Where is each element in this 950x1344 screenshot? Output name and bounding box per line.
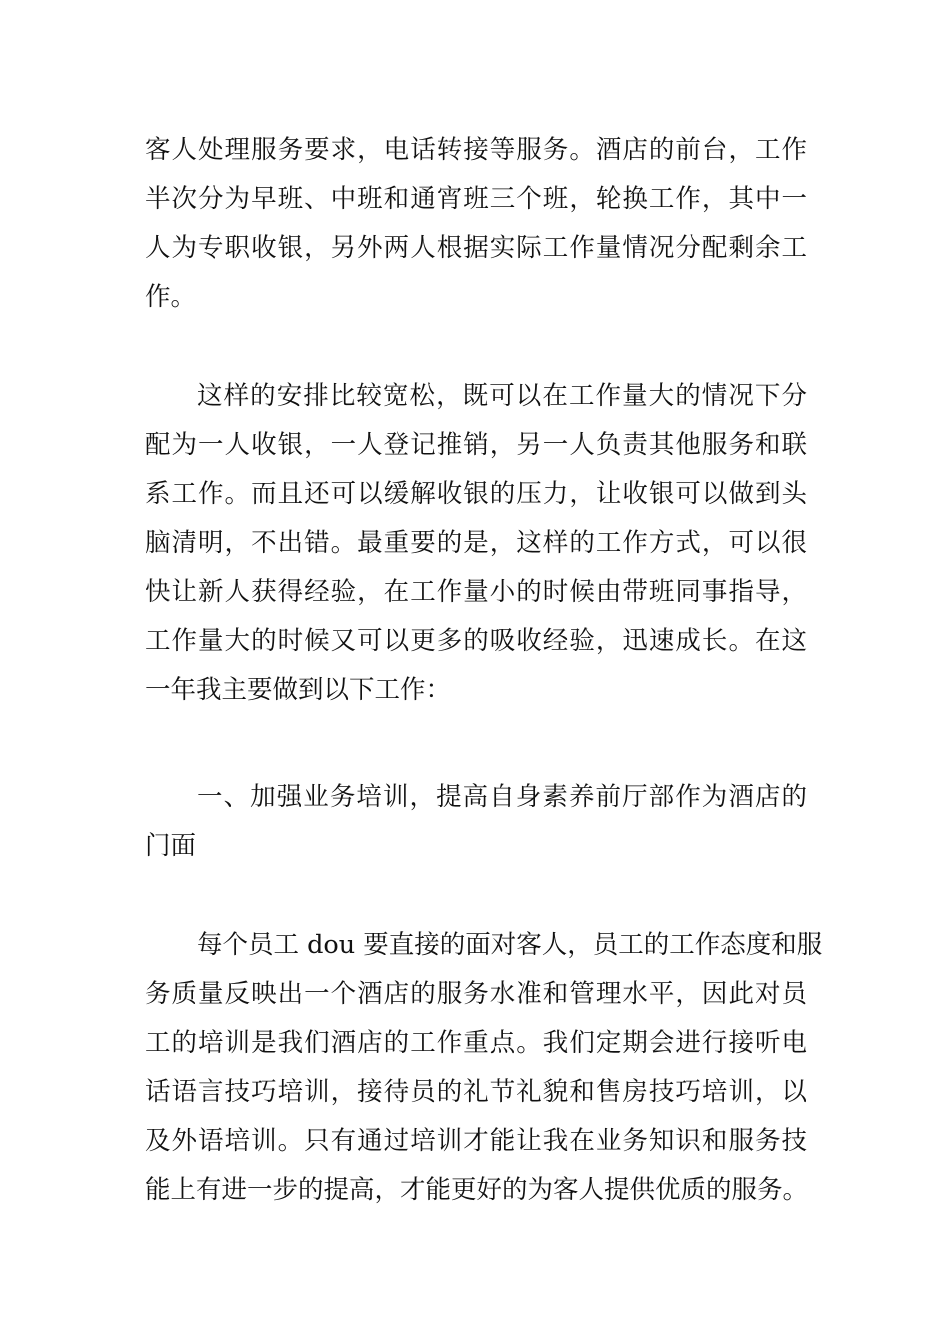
paragraph-line: 一年我主要做到以下工作： xyxy=(145,675,452,705)
paragraph-line: 及外语培训。只有通过培训才能让我在业务知识和服务技 xyxy=(145,1126,807,1156)
paragraph-line: 工作量大的时候又可以更多的吸收经验，迅速成长。在这 xyxy=(145,626,807,656)
heading-line: 门面 xyxy=(145,831,197,861)
paragraph-line: 务质量反映出一个酒店的服务水准和管理水平，因此对员 xyxy=(145,979,807,1009)
paragraph-line: 脑清明，不出错。最重要的是，这样的工作方式，可以很 xyxy=(145,528,807,558)
paragraph-line: 快让新人获得经验，在工作量小的时候由带班同事指导， xyxy=(145,577,807,607)
paragraph-line: 能上有进一步的提高，才能更好的为客人提供优质的服务。 xyxy=(145,1175,809,1205)
paragraph-line: 每个员工 dou 要直接的面对客人，员工的工作态度和服 xyxy=(197,930,823,960)
heading-line: 一、加强业务培训，提高自身素养前厅部作为酒店的 xyxy=(197,782,807,812)
paragraph-line: 这样的安排比较宽松，既可以在工作量大的情况下分 xyxy=(197,381,807,411)
paragraph-line: 系工作。而且还可以缓解收银的压力，让收银可以做到头 xyxy=(145,479,807,509)
paragraph-line: 工的培训是我们酒店的工作重点。我们定期会进行接听电 xyxy=(145,1028,807,1058)
paragraph-2 xyxy=(145,372,807,715)
paragraph-line: 半次分为早班、中班和通宵班三个班，轮换工作，其中一 xyxy=(145,184,807,214)
paragraph-4 xyxy=(145,921,823,1215)
paragraph-line: 作。 xyxy=(145,282,197,312)
paragraph-line: 人为专职收银，另外两人根据实际工作量情况分配剩余工 xyxy=(145,233,807,263)
paragraph-1 xyxy=(145,126,807,322)
section-heading xyxy=(145,773,807,871)
paragraph-line: 话语言技巧培训，接待员的礼节礼貌和售房技巧培训，以 xyxy=(145,1077,807,1107)
paragraph-line: 客人处理服务要求，电话转接等服务。酒店的前台，工作 xyxy=(145,135,807,165)
paragraph-line: 配为一人收银，一人登记推销，另一人负责其他服务和联 xyxy=(145,430,807,460)
